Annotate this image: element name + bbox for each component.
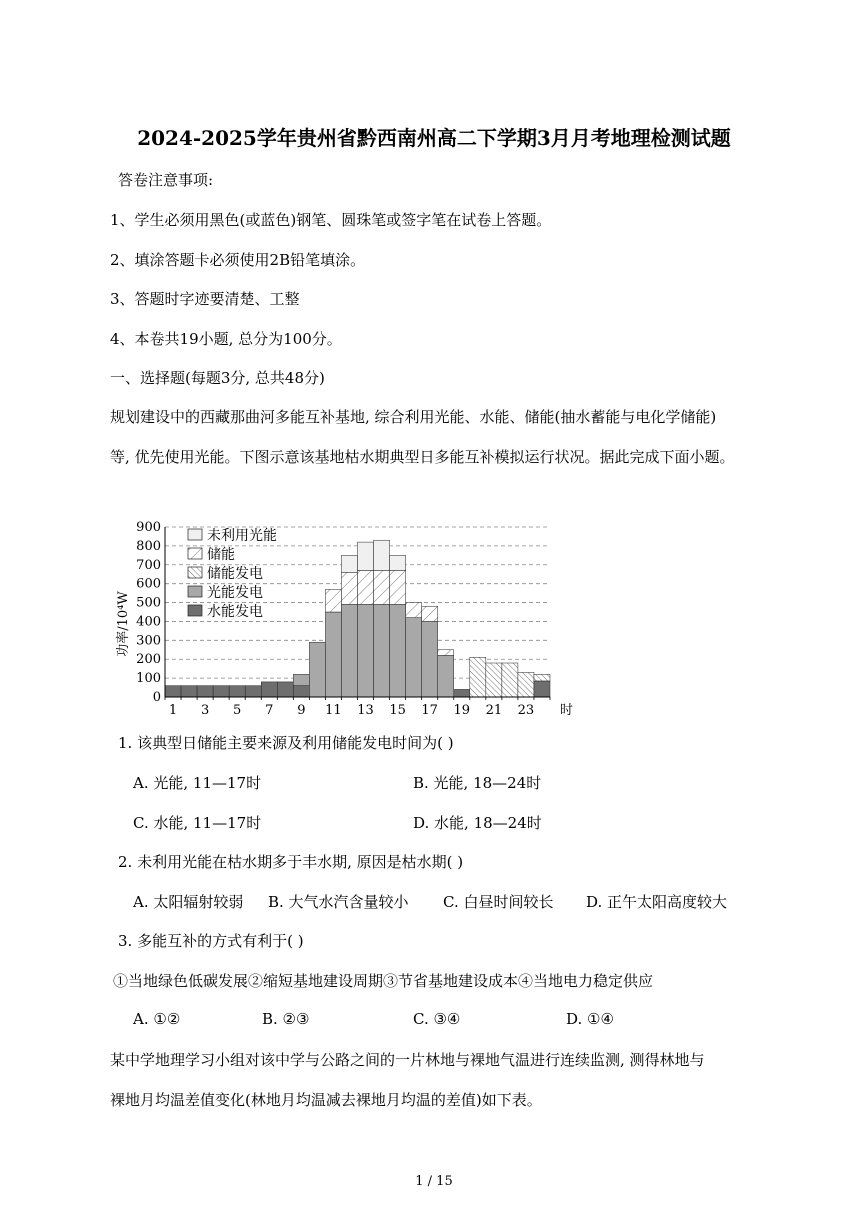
question-1-stem: 1. 该典型日储能主要来源及利用储能发电时间为( ) xyxy=(118,734,454,752)
bar-segment xyxy=(358,570,374,604)
x-tick-label: 21 xyxy=(485,703,503,718)
y-tick-label: 900 xyxy=(136,520,161,535)
question-3-option-b: B. ②③ xyxy=(262,1010,310,1028)
question-1-option-a: A. 光能, 11—17时 xyxy=(133,774,262,792)
bar-segment xyxy=(534,674,550,681)
bar-segment xyxy=(325,589,341,612)
x-tick-label: 15 xyxy=(389,703,406,718)
x-tick-label: 23 xyxy=(517,703,535,718)
notice-item: 2、填涂答题卡必须使用2B铅笔填涂。 xyxy=(110,251,366,269)
bar-segment xyxy=(325,612,341,697)
question-2-option-b: B. 大气水汽含量较小 xyxy=(268,893,409,911)
legend-swatch xyxy=(188,529,202,540)
bar-segment xyxy=(454,689,470,697)
x-tick-label: 19 xyxy=(453,703,471,718)
y-tick-label: 0 xyxy=(152,690,161,705)
y-tick-label: 400 xyxy=(136,614,161,630)
legend-label: 储能发电 xyxy=(207,566,263,582)
bar-segment xyxy=(406,603,422,618)
question-1-option-c: C. 水能, 11—17时 xyxy=(133,814,262,832)
y-tick-label: 800 xyxy=(136,538,161,554)
notice-item: 3、答题时字迹要清楚、工整 xyxy=(110,290,300,308)
bar-segment xyxy=(486,663,502,697)
bar-segment xyxy=(374,570,390,604)
bar-segment xyxy=(422,621,438,697)
notice-item: 4、本卷共19小题, 总分为100分。 xyxy=(110,330,342,348)
question-3-option-a: A. ①② xyxy=(133,1010,181,1028)
intro-paragraph-line: 等, 优先使用光能。下图示意该基地枯水期典型日多能互补模拟运行状况。据此完成下面小题。 xyxy=(110,448,735,466)
bar-segment xyxy=(470,657,486,697)
question-2-option-c: C. 白昼时间较长 xyxy=(443,893,554,911)
legend-label: 水能发电 xyxy=(207,604,263,620)
legend-swatch xyxy=(188,586,202,597)
bar-segment xyxy=(309,642,325,697)
legend-swatch xyxy=(188,567,202,578)
question-2-stem: 2. 未利用光能在枯水期多于丰水期, 原因是枯水期( ) xyxy=(118,853,464,871)
legend-label: 光能发电 xyxy=(207,585,263,601)
bar-segment xyxy=(181,686,197,697)
closing-paragraph-line: 裸地月均温差值变化(林地月均温减去裸地月均温的差值)如下表。 xyxy=(110,1091,542,1109)
legend-label: 储能 xyxy=(207,547,235,563)
power-operation-chart xyxy=(110,515,580,725)
question-3-option-c: C. ③④ xyxy=(413,1010,461,1028)
bar-segment xyxy=(438,650,454,656)
bar-segment xyxy=(213,686,229,697)
bar-segment xyxy=(277,682,293,697)
document-title: 2024-2025学年贵州省黔西南州高二下学期3月月考地理检测试题 xyxy=(137,126,731,150)
question-2-option-d: D. 正午太阳高度较大 xyxy=(586,893,728,911)
bar-segment xyxy=(390,570,406,604)
x-tick-label: 17 xyxy=(421,703,438,718)
y-tick-label: 600 xyxy=(136,576,161,592)
legend-swatch xyxy=(188,605,202,616)
y-axis-label: 功率/10⁴W xyxy=(116,591,131,657)
question-3-option-d: D. ①④ xyxy=(566,1010,614,1028)
question-1-option-d: D. 水能, 18—24时 xyxy=(413,814,542,832)
y-tick-label: 300 xyxy=(136,633,161,649)
bar-segment xyxy=(502,663,518,697)
bar-segment xyxy=(261,682,277,697)
bar-segment xyxy=(341,604,357,697)
y-tick-label: 100 xyxy=(136,671,161,687)
bar-segment xyxy=(518,672,534,697)
x-tick-label: 5 xyxy=(233,703,242,718)
bar-segment xyxy=(374,604,390,697)
bar-segment xyxy=(358,604,374,697)
bar-segment xyxy=(390,604,406,697)
bar-segment xyxy=(245,686,261,697)
x-tick-label: 13 xyxy=(357,703,374,718)
bar-segment xyxy=(341,555,357,572)
question-1-option-b: B. 光能, 18—24时 xyxy=(413,774,542,792)
y-tick-label: 700 xyxy=(136,557,161,573)
intro-paragraph-line: 规划建设中的西藏那曲河多能互补基地, 综合利用光能、水能、储能(抽水蓄能与电化学储能) xyxy=(110,408,717,426)
x-tick-label: 3 xyxy=(200,703,210,718)
bar-segment xyxy=(390,555,406,570)
y-tick-label: 500 xyxy=(136,595,161,611)
x-tick-label: 9 xyxy=(297,703,306,718)
bar-segment xyxy=(534,681,550,697)
x-tick-label: 7 xyxy=(265,703,274,718)
bar-segment xyxy=(197,686,213,697)
question-3-stem: 3. 多能互补的方式有利于( ) xyxy=(118,932,304,950)
legend-label: 未利用光能 xyxy=(207,528,277,544)
bar-segment xyxy=(358,542,374,570)
x-tick-label: 1 xyxy=(168,703,178,718)
x-axis-unit: 时 xyxy=(560,703,574,718)
question-3-items: ①当地绿色低碳发展②缩短基地建设周期③节省基地建设成本④当地电力稳定供应 xyxy=(113,972,654,990)
bar-segment xyxy=(341,572,357,604)
bar-segment xyxy=(229,686,245,697)
bar-segment xyxy=(406,618,422,697)
section-heading: 一、选择题(每题3分, 总共48分) xyxy=(110,369,325,387)
bar-segment xyxy=(165,686,181,697)
bar-segment xyxy=(438,655,454,697)
bar-segment xyxy=(374,540,390,570)
question-2-option-a: A. 太阳辐射较弱 xyxy=(133,893,244,911)
bar-segment xyxy=(293,674,309,685)
notice-heading: 答卷注意事项: xyxy=(118,171,214,189)
bar-segment xyxy=(293,686,309,697)
y-tick-label: 200 xyxy=(136,652,161,668)
x-tick-label: 11 xyxy=(325,703,342,718)
bar-segment xyxy=(422,606,438,621)
closing-paragraph-line: 某中学地理学习小组对该中学与公路之间的一片林地与裸地气温进行连续监测, 测得林地与 xyxy=(110,1051,705,1069)
page-number: 1 / 15 xyxy=(415,1174,453,1189)
notice-item: 1、学生必须用黑色(或蓝色)钢笔、圆珠笔或签字笔在试卷上答题。 xyxy=(110,211,552,229)
legend-swatch xyxy=(188,548,202,559)
